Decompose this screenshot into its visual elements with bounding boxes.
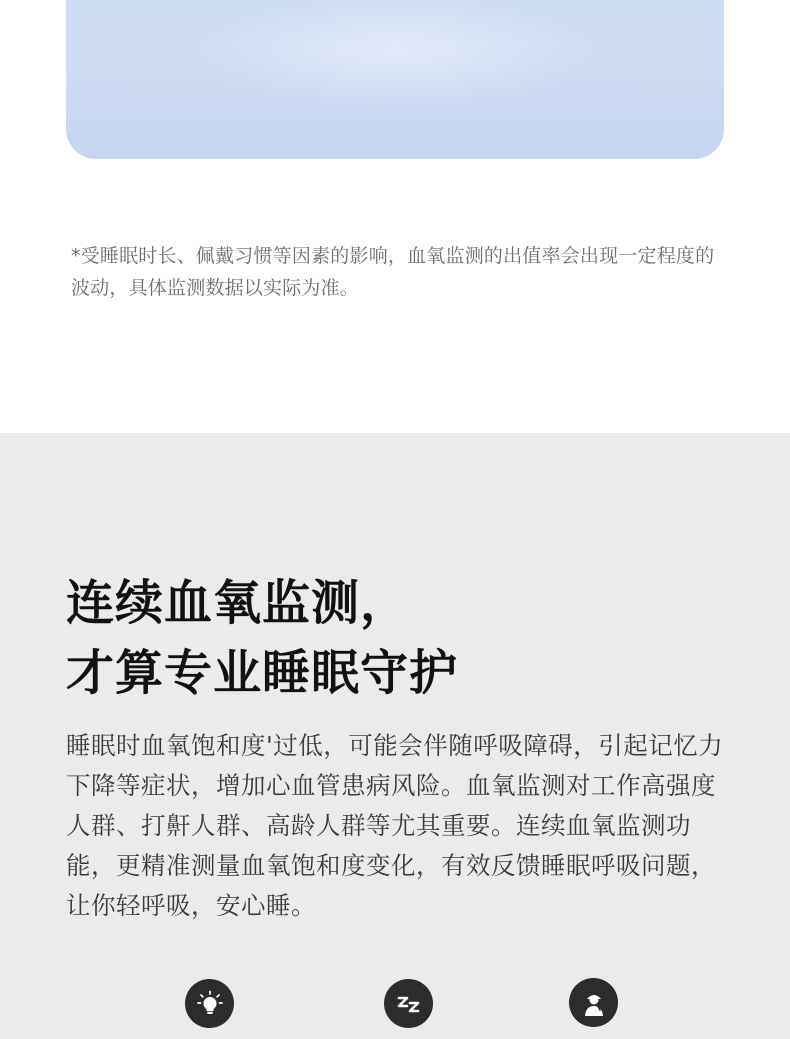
- headline-line-1: 连续血氧监测，: [66, 575, 410, 631]
- section-headline: [66, 568, 458, 708]
- lightbulb-icon: [185, 979, 234, 1028]
- elderly-person-icon: [569, 978, 618, 1027]
- top-section: [0, 0, 790, 433]
- disclaimer-note: *受睡眠时长、佩戴习惯等因素的影响，血氧监测的出值率会出现一定程度的波动，具体监测数据以实际为准。: [71, 245, 715, 299]
- section-description: 睡眠时血氧饱和度'过低，可能会伴随呼吸障碍，引起记忆力下降等症状，增加心血管患病风险。血氧监测对工作高强度人群、打鼾人群、高龄人群等尤其重要。连续血氧监测功能，更精准测量血氧饱和度变化，有效反馈睡眠呼吸问题，让你轻呼吸，安心睡。: [66, 731, 724, 920]
- sleep-zz-icon: [384, 979, 433, 1028]
- hero-image-card: [66, 0, 724, 159]
- headline-line-2: 才算专业睡眠守护: [66, 645, 459, 701]
- hero-glow: [186, 0, 606, 110]
